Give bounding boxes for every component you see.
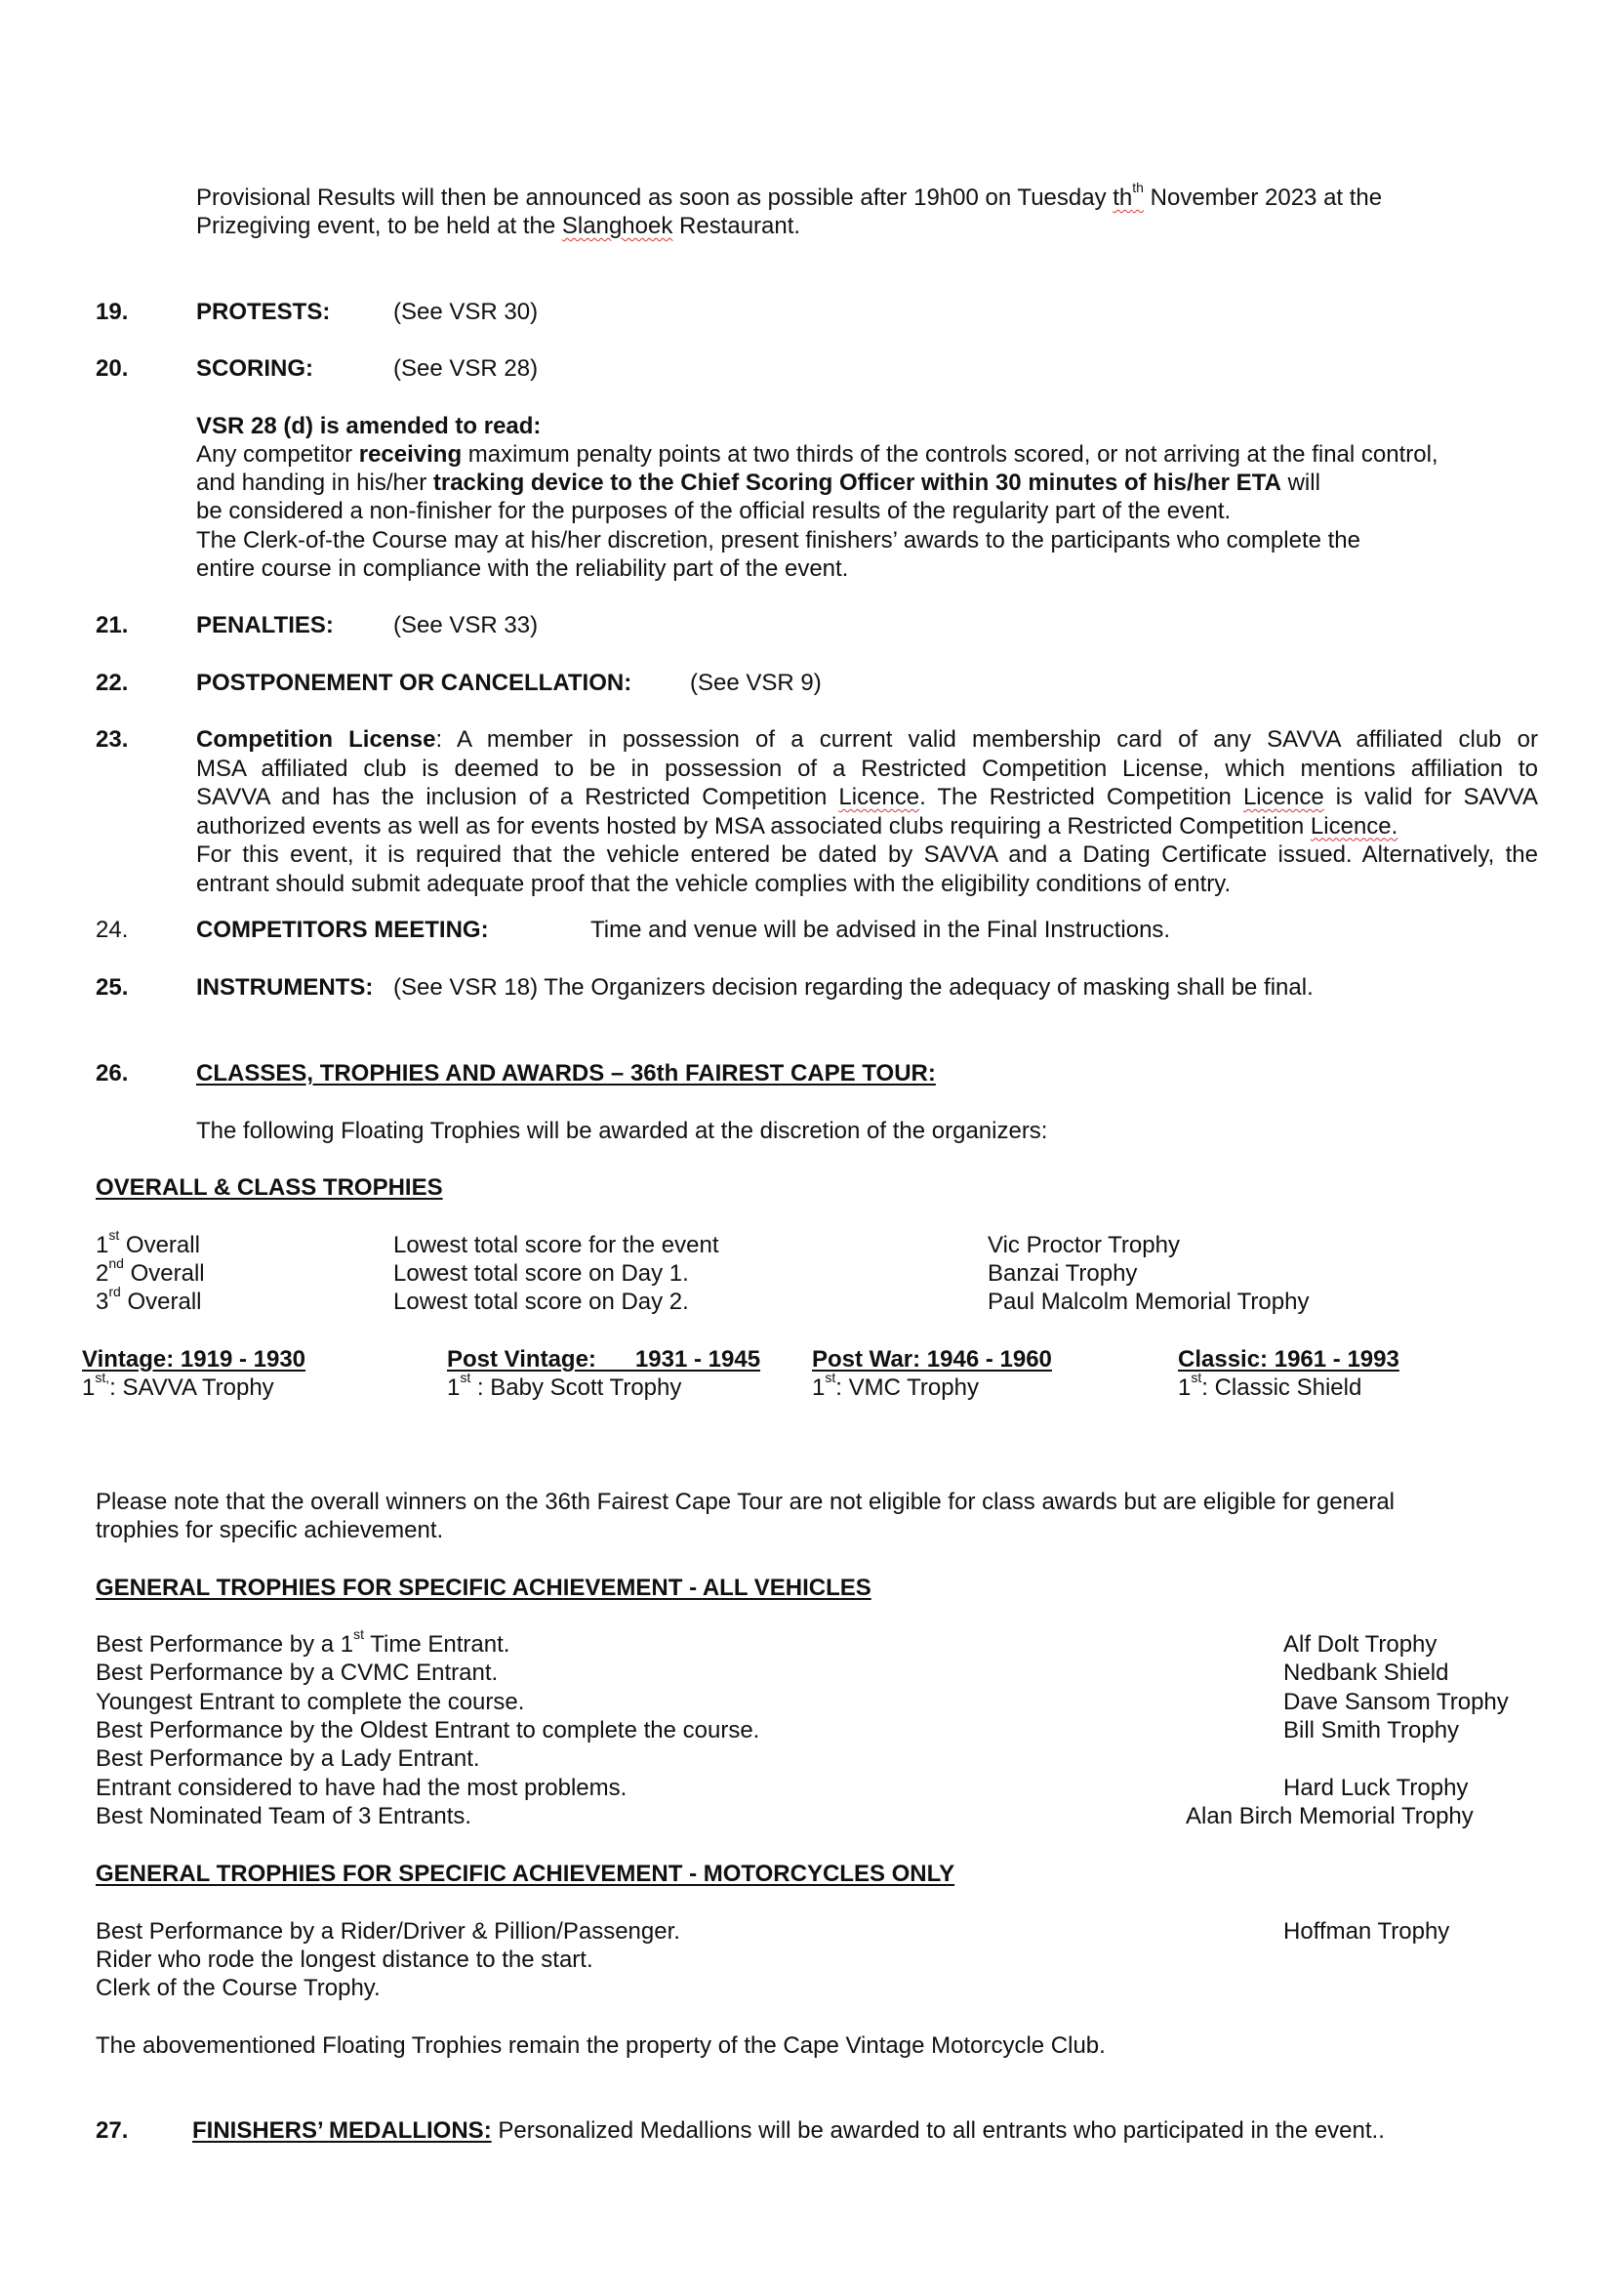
section-21-number: 21. — [96, 612, 129, 638]
general-all-item: Best Performance by a Lady Entrant. — [96, 1745, 480, 1772]
intro-line-1 — [196, 180, 1383, 212]
s23-line-5: For this event, it is required that the vehicle entered be dated by SAVVA and a Dating Certificate issued. Alternatively, the — [196, 841, 1538, 868]
s23-l3b: Licence — [838, 784, 920, 810]
class-award-classic — [1178, 1370, 1362, 1402]
section-24-title: COMPETITORS MEETING: — [196, 917, 489, 943]
item-text: Best Performance by a 1 — [96, 1631, 354, 1658]
vsr-line-2-b: tracking device to the Chief Scoring Officer within 30 minutes of his/her ETA — [432, 470, 1281, 496]
s23-l3a: SAVVA and has the inclusion of a Restricted Competition — [196, 784, 839, 810]
class-heading-post-war: Post War: 1946 - 1960 — [812, 1346, 1052, 1373]
class-sup: st — [460, 1370, 471, 1385]
s23-line-6: entrant should submit adequate proof that the vehicle complies with the eligibility conditions of entry. — [196, 870, 1232, 897]
general-moto-item: Best Performance by a Rider/Driver & Pillion/Passenger. — [96, 1918, 680, 1945]
s23-line-3 — [196, 783, 1538, 812]
class-heading-classic: Classic: 1961 - 1993 — [1178, 1346, 1399, 1373]
s23-line-4 — [196, 812, 1538, 841]
overall-criteria: Lowest total score on Day 2. — [393, 1289, 689, 1315]
class-heading-post-vintage: Post Vintage: 1931 - 1945 — [447, 1346, 761, 1373]
s23-line-1-text: : A member in possession of a current valid membership card of any SAVVA affiliated club or — [435, 726, 1539, 753]
section-25-text: (See VSR 18) The Organizers decision regarding the adequacy of masking shall be final. — [393, 974, 1314, 1001]
section-22-number: 22. — [96, 670, 129, 696]
section-22-ref: (See VSR 9) — [690, 670, 822, 696]
general-all-trophy: Alf Dolt Trophy — [1283, 1631, 1438, 1658]
class-sup: st — [1191, 1370, 1202, 1385]
s23-l4a: authorized events as well as for events hosted by MSA associated clubs requiring a Restricted Competition — [196, 812, 1311, 840]
property-note: The abovementioned Floating Trophies remain the property of the Cape Vintage Motorcycle Club. — [96, 2032, 1106, 2059]
general-all-item: Youngest Entrant to complete the course. — [96, 1689, 525, 1715]
general-all-item — [96, 1626, 510, 1659]
general-all-item: Best Performance by the Oldest Entrant to complete the course. — [96, 1717, 760, 1743]
class-award: : SAVVA Trophy — [109, 1374, 274, 1401]
class-pos: 1 — [82, 1374, 96, 1401]
general-all-item: Best Nominated Team of 3 Entrants. — [96, 1803, 472, 1829]
section-27-title: FINISHERS’ MEDALLIONS: — [192, 2117, 492, 2144]
general-all-trophy: Hard Luck Trophy — [1283, 1775, 1469, 1801]
section-26-intro: The following Floating Trophies will be awarded at the discretion of the organizers: — [196, 1118, 1048, 1144]
section-20-ref: (See VSR 28) — [393, 355, 539, 382]
item-sup: st — [353, 1626, 365, 1642]
class-heading-vintage: Vintage: 1919 - 1930 — [82, 1346, 306, 1373]
pos-sup: nd — [108, 1255, 124, 1271]
class-award-post-war — [812, 1370, 979, 1402]
overall-position — [96, 1284, 202, 1316]
section-27-line — [192, 2116, 1385, 2145]
intro-line-2 — [196, 212, 800, 240]
vsr-line-4: The Clerk-of-the Course may at his/her discretion, present finishers’ awards to the participants who complete the — [196, 527, 1360, 554]
pos-num: 2 — [96, 1260, 109, 1287]
section-21-title: PENALTIES: — [196, 612, 334, 638]
section-27-number: 27. — [96, 2117, 129, 2144]
s23-l3c: . The Restricted Competition — [919, 784, 1243, 810]
class-pos: 1 — [1178, 1374, 1192, 1401]
general-moto-item: Clerk of the Course Trophy. — [96, 1975, 381, 2001]
s23-line-2: MSA affiliated club is deemed to be in possession of a Restricted Competition License, which mentions affiliation to — [196, 755, 1538, 782]
overall-criteria: Lowest total score on Day 1. — [393, 1260, 689, 1287]
section-27-text: Personalized Medallions will be awarded to all entrants who participated in the event.. — [491, 2117, 1385, 2144]
section-23-body — [196, 725, 1538, 898]
pos-label: Overall — [119, 1232, 200, 1258]
section-23-number: 23. — [96, 726, 129, 753]
class-award: : Classic Shield — [1201, 1374, 1362, 1401]
section-21-ref: (See VSR 33) — [393, 612, 539, 638]
vsr-line-5: entire course in compliance with the reliability part of the event. — [196, 555, 849, 582]
pos-label: Overall — [120, 1289, 202, 1315]
section-25-title: INSTRUMENTS: — [196, 974, 374, 1001]
section-20-title: SCORING: — [196, 355, 313, 382]
pos-sup: rd — [108, 1284, 121, 1299]
s23-l4b: Licence. — [1310, 812, 1398, 840]
section-24-number: 24. — [96, 917, 129, 943]
intro-sup: th — [1132, 180, 1144, 195]
vsr-line-2 — [196, 469, 1320, 497]
pos-num: 3 — [96, 1289, 109, 1315]
section-19-number: 19. — [96, 299, 129, 325]
intro-text-2-after: Restaurant. — [672, 213, 801, 239]
class-award-vintage — [82, 1370, 274, 1402]
class-award: : VMC Trophy — [835, 1374, 979, 1401]
general-moto-heading: GENERAL TROPHIES FOR SPECIFIC ACHIEVEMENT - MOTORCYCLES ONLY — [96, 1861, 955, 1887]
vsr-line-1-c: maximum penalty points at two thirds of the controls scored, or not arriving at the final control, — [462, 441, 1438, 468]
overall-heading: OVERALL & CLASS TROPHIES — [96, 1174, 443, 1201]
eligibility-note-line-1: Please note that the overall winners on the 36th Fairest Cape Tour are not eligible for class awards but are eligible for general — [96, 1489, 1395, 1515]
general-all-item: Best Performance by a CVMC Entrant. — [96, 1660, 499, 1686]
vsr-line-1-b: receiving — [358, 441, 463, 468]
section-20-number: 20. — [96, 355, 129, 382]
item-text-post: Time Entrant. — [364, 1631, 510, 1658]
class-pos: 1 — [812, 1374, 826, 1401]
section-26-number: 26. — [96, 1060, 129, 1086]
general-all-heading: GENERAL TROPHIES FOR SPECIFIC ACHIEVEMENT - ALL VEHICLES — [96, 1575, 871, 1601]
class-sup: st — [825, 1370, 836, 1385]
general-moto-item: Rider who rode the longest distance to the start. — [96, 1947, 593, 1973]
s23-l3d: Licence — [1242, 784, 1324, 810]
vsr-line-2-a: and handing in his/her — [196, 470, 433, 496]
venue-name: Slanghoek — [561, 213, 673, 239]
s23-l3e: is valid for SAVVA — [1323, 784, 1538, 810]
pos-label: Overall — [123, 1260, 205, 1287]
section-22-title: POSTPONEMENT OR CANCELLATION: — [196, 670, 632, 696]
overall-criteria: Lowest total score for the event — [393, 1232, 719, 1258]
pos-num: 1 — [96, 1232, 109, 1258]
section-19-ref: (See VSR 30) — [393, 299, 539, 325]
section-25-number: 25. — [96, 974, 129, 1001]
section-19-title: PROTESTS: — [196, 299, 331, 325]
s23-title: Competition License — [196, 726, 436, 753]
vsr-line-1-a: Any competitor — [196, 441, 359, 468]
overall-trophy: Vic Proctor Trophy — [988, 1232, 1180, 1258]
general-moto-trophy: Hoffman Trophy — [1283, 1918, 1450, 1945]
intro-th: th — [1113, 184, 1133, 211]
class-sup: st, — [95, 1370, 110, 1385]
overall-trophy: Banzai Trophy — [988, 1260, 1138, 1287]
intro-text-after: November 2023 at the — [1143, 184, 1383, 211]
general-all-trophy: Nedbank Shield — [1283, 1660, 1449, 1686]
pos-sup: st — [108, 1227, 120, 1243]
class-award: : Baby Scott Trophy — [470, 1374, 682, 1401]
general-all-trophy: Alan Birch Memorial Trophy — [1186, 1803, 1474, 1829]
section-24-text: Time and venue will be advised in the Final Instructions. — [590, 917, 1171, 943]
eligibility-note-line-2: trophies for specific achievement. — [96, 1517, 444, 1543]
intro-text: Provisional Results will then be announced as soon as possible after 19h00 on Tuesday — [196, 184, 1114, 211]
overall-trophy: Paul Malcolm Memorial Trophy — [988, 1289, 1310, 1315]
vsr-line-3: be considered a non-finisher for the purposes of the official results of the regularity part of the event. — [196, 498, 1232, 524]
general-all-item: Entrant considered to have had the most problems. — [96, 1775, 628, 1801]
vsr-line-2-c: will — [1280, 470, 1320, 496]
s23-line-1 — [196, 725, 1538, 755]
class-award-post-vintage — [447, 1370, 682, 1402]
spelling-flag — [1113, 180, 1144, 211]
section-26-title: CLASSES, TROPHIES AND AWARDS – 36th FAIREST CAPE TOUR: — [196, 1060, 936, 1086]
general-all-trophy: Dave Sansom Trophy — [1283, 1689, 1509, 1715]
vsr-amend-title: VSR 28 (d) is amended to read: — [196, 413, 542, 439]
vsr-line-1 — [196, 440, 1438, 469]
intro-text-2: Prizegiving event, to be held at the — [196, 213, 562, 239]
general-all-trophy: Bill Smith Trophy — [1283, 1717, 1460, 1743]
class-pos: 1 — [447, 1374, 461, 1401]
